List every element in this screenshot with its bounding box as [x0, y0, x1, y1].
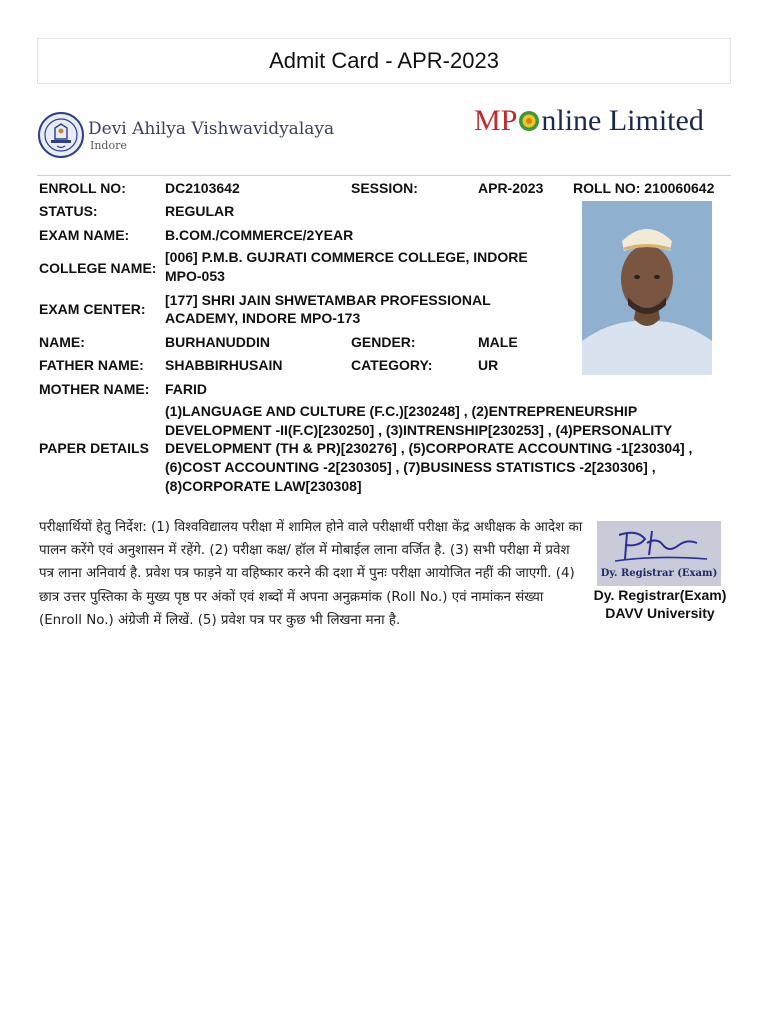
college-value-line-1: [006] P.M.B. GUJRATI COMMERCE COLLEGE, INDORE — [165, 249, 528, 265]
category-label: CATEGORY: — [351, 357, 433, 373]
enroll-value: DC2103642 — [165, 180, 240, 196]
status-label: STATUS: — [39, 203, 98, 219]
page-title: Admit Card - APR-2023 — [37, 38, 731, 84]
signature-university: DAVV University — [605, 605, 715, 621]
category-value: UR — [478, 357, 499, 373]
header-divider — [37, 175, 731, 176]
stamp-text: Dy. Registrar (Exam) — [600, 568, 718, 579]
paper-line: (1)LANGUAGE AND CULTURE (F.C.)[230248] , (2)ENTREPRENEURSHIP — [165, 403, 638, 419]
exam-center-line-1: [177] SHRI JAIN SHWETAMBAR PROFESSIONAL — [165, 292, 491, 308]
registrar-signature-stamp — [597, 521, 721, 586]
paper-line: (6)COST ACCOUNTING -2[230305] , (7)BUSINESS STATISTICS -2[230306] , — [165, 459, 656, 475]
exam-center-line-2: ACADEMY, INDORE MPO-173 — [165, 310, 361, 326]
university-city: Indore — [90, 138, 127, 152]
college-label: COLLEGE NAME: — [39, 260, 157, 276]
name-value: BURHANUDDIN — [165, 334, 270, 350]
paper-line: (8)CORPORATE LAW[230308] — [165, 478, 362, 494]
mother-name-value: FARID — [165, 381, 207, 397]
mponline-suffix: nline Limited — [541, 104, 704, 137]
paper-line: DEVELOPMENT (TH & PR)[230276] , (5)CORPORATE ACCOUNTING -1[230304] , — [165, 440, 693, 456]
status-value: REGULAR — [165, 203, 235, 219]
father-name-value: SHABBIRHUSAIN — [165, 357, 283, 373]
mponline-prefix: MP — [474, 104, 518, 137]
university-header — [38, 112, 334, 158]
mponline-brand — [474, 104, 704, 138]
exam-name-label: EXAM NAME: — [39, 227, 130, 243]
mponline-logo-icon — [518, 110, 540, 132]
student-photo — [582, 201, 712, 375]
mother-name-label: MOTHER NAME: — [39, 381, 150, 397]
father-name-label: FATHER NAME: — [39, 357, 144, 373]
college-value-line-2: MPO-053 — [165, 268, 225, 284]
university-seal-icon — [38, 112, 84, 158]
enroll-label: ENROLL NO: — [39, 180, 126, 196]
exam-center-label: EXAM CENTER: — [39, 301, 146, 317]
gender-value: MALE — [478, 334, 518, 350]
signature-caption: Dy. Registrar(Exam) — [593, 587, 727, 603]
session-value: APR-2023 — [478, 180, 544, 196]
roll-number: ROLL NO: 210060642 — [573, 180, 715, 196]
gender-label: GENDER: — [351, 334, 416, 350]
paper-line: DEVELOPMENT -II(F.C)[230250] , (3)INTRENSHIP[230253] , (4)PERSONALITY — [165, 422, 673, 438]
instructions-text: परीक्षार्थियों हेतु निर्देश: (1) विश्वविद्यालय परीक्षा में शामिल होने वाले परीक्षार्थी परीक्षा केंद्र अधीक्षक के आदेश का पालन करेंगे एवं अनुशासन में रहेंगे. (2) परीक्षा कक्ष/ हॉल में मोबाईल लाना वर्जित है. (3) सभी परीक्षा में प्रवेश पत्र लाना अनिवार्य है. प्रवेश पत्र फाड़ने या वहिष्कार करने की दशा में पुनः परीक्षा आयोजित नहीं की जाएगी. (4) छात्र उत्तर पुस्तिका के मुख्य पृष्ठ पर अंकों एवं शब्दों में अपना अनुक्रमांक (Roll No.) एवं नामांकन संख्या (Enroll No.) अंग्रेजी में लिखें. (5) प्रवेश पत्र पर कुछ भी लिखना मना है. — [39, 520, 583, 628]
university-name: Devi Ahilya Vishwavidyalaya — [88, 118, 335, 139]
session-label: SESSION: — [351, 180, 418, 196]
name-label: NAME: — [39, 334, 85, 350]
paper-details-label: PAPER DETAILS — [39, 440, 149, 456]
exam-name-value: B.COM./COMMERCE/2YEAR — [165, 227, 354, 243]
